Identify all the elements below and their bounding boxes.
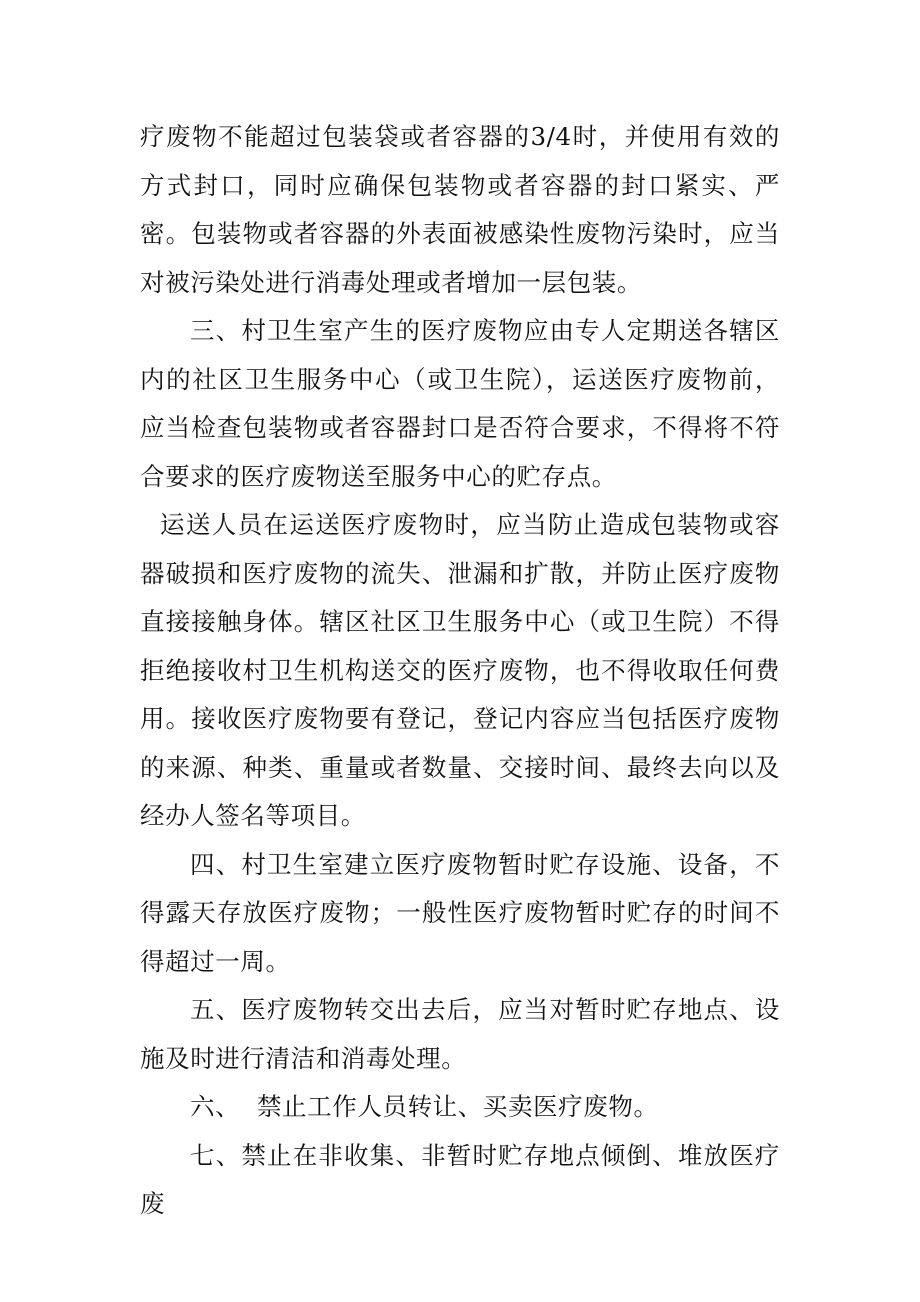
paragraph-7: 七、禁止在非收集、非暂时贮存地点倾倒、堆放医疗废 (140, 1140, 780, 1218)
paragraph-2: 三、村卫生室产生的医疗废物应由专人定期送各辖区内的社区卫生服务中心（或卫生院），运送医疗废物前，应当检查包装物或者容器封口是否符合要求，不得将不符合要求的医疗废物送至服务中心的贮存点。 (140, 316, 780, 491)
paragraph-1: 疗废物不能超过包装袋或者容器的3/4时，并使用有效的方式封口，同时应确保包装物或者容器的封口紧实、严密。包装物或者容器的外表面被感染性废物污染时，应当对被污染处进行消毒处理或者增加一层包装。 (140, 122, 780, 297)
paragraph-3: 运送人员在运送医疗废物时，应当防止造成包装物或容器破损和医疗废物的流失、泄漏和扩散，并防止医疗废物直接接触身体。辖区社区卫生服务中心（或卫生院）不得拒绝接收村卫生机构送交的医疗废物，也不得收取任何费用。接收医疗废物要有登记，登记内容应当包括医疗废物的来源、种类、重量或者数量、交接时间、最终去向以及经办人签名等项目。 (140, 510, 780, 830)
document-body (140, 113, 780, 1229)
paragraph-5: 五、医疗废物转交出去后，应当对暂时贮存地点、设施及时进行清洁和消毒处理。 (140, 995, 780, 1073)
paragraph-4: 四、村卫生室建立医疗废物暂时贮存设施、设备，不得露天存放医疗废物；一般性医疗废物暂时贮存的时间不得超过一周。 (140, 849, 780, 976)
paragraph-6: 六、 禁止工作人员转让、买卖医疗废物。 (190, 1092, 659, 1121)
